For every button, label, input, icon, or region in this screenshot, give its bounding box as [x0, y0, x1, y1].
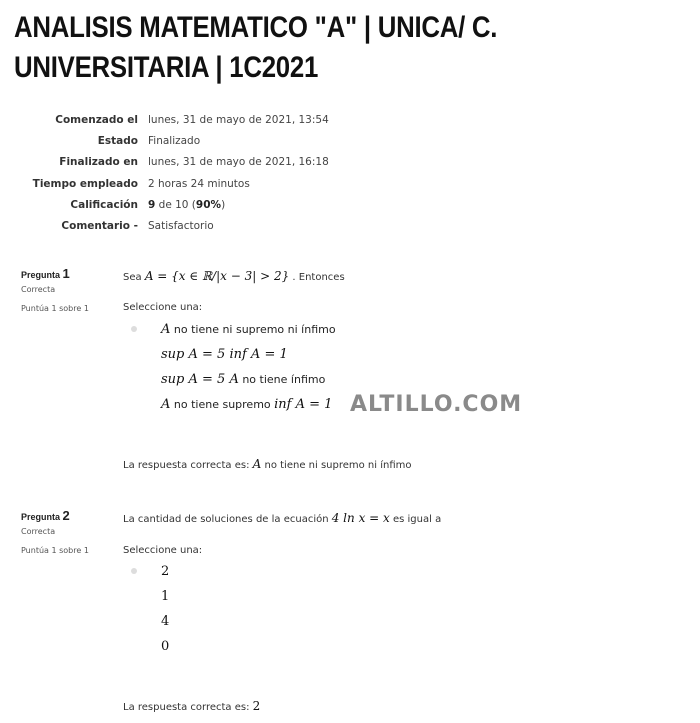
- question-2-text: [123, 511, 441, 525]
- radio-button[interactable]: [131, 568, 137, 574]
- option-math-2: A: [229, 372, 239, 387]
- question-number-value: 2: [62, 508, 70, 523]
- option-math: 0: [161, 639, 170, 654]
- summary-row-grade: [0, 194, 400, 215]
- summary-row-state: [0, 130, 400, 151]
- question-state: Correcta: [21, 285, 56, 294]
- question-math: 4 ln x = x: [331, 511, 390, 525]
- question-text: La cantidad de soluciones de la ecuación: [123, 514, 332, 525]
- option-math: 4: [161, 614, 170, 629]
- summary-value: [148, 194, 400, 215]
- grade-percent: 90%: [195, 198, 222, 211]
- option-math: 1: [161, 589, 170, 604]
- answer-math: A: [252, 457, 262, 471]
- grade-close: ): [221, 198, 226, 211]
- summary-value: 2 horas 24 minutos: [148, 177, 250, 190]
- answer-option[interactable]: [131, 559, 169, 584]
- question-text-end: es igual a: [389, 514, 442, 525]
- grade-out-of: de 10 (: [155, 198, 196, 211]
- option-text: no tiene ni supremo ni ínfimo: [170, 323, 336, 336]
- page-title: ANALISIS MATEMATICO "A" | UNICA/ C. UNIVERSITARIA | 1C2021: [14, 11, 498, 84]
- option-math: A: [161, 322, 171, 337]
- question-1-info: [21, 266, 89, 313]
- question-2-correct-answer: [123, 699, 260, 713]
- question-number: [21, 266, 89, 281]
- summary-row-finished: [0, 152, 400, 173]
- summary-label: Comentario -: [61, 220, 138, 233]
- question-1-text: [123, 269, 345, 283]
- attempt-summary: [0, 109, 400, 237]
- summary-label: Finalizado en: [59, 156, 138, 169]
- option-math-2: inf A = 1: [274, 397, 333, 412]
- summary-label: Estado: [97, 134, 138, 147]
- question-label: Pregunta: [21, 512, 61, 522]
- summary-label: Tiempo empleado: [32, 177, 138, 190]
- question-1-prompt: Seleccione una:: [123, 302, 203, 313]
- answer-option[interactable]: [131, 367, 336, 392]
- radio-button[interactable]: [131, 326, 137, 332]
- summary-value: Satisfactorio: [148, 220, 214, 233]
- option-text: no tiene supremo: [170, 398, 275, 411]
- answer-option[interactable]: [131, 634, 169, 659]
- summary-row-time: [0, 173, 400, 194]
- summary-value: Finalizado: [148, 134, 201, 147]
- question-label: Pregunta: [21, 270, 61, 280]
- option-math: sup A = 5 inf A = 1: [161, 347, 288, 362]
- grade-score: 9: [148, 198, 156, 211]
- question-1-options: [131, 317, 336, 417]
- answer-math: 2: [252, 699, 261, 713]
- option-text: no tiene ínfimo: [238, 373, 326, 386]
- summary-row-comment: [0, 215, 400, 236]
- question-text-end: . Entonces: [289, 272, 345, 283]
- question-state: Correcta: [21, 527, 56, 536]
- summary-row-started: [0, 109, 400, 130]
- answer-option[interactable]: [131, 584, 169, 609]
- question-grade: Puntúa 1 sobre 1: [21, 304, 89, 313]
- answer-option[interactable]: [131, 342, 336, 367]
- question-number: [21, 508, 89, 523]
- question-number-value: 1: [62, 266, 70, 281]
- answer-label: La respuesta correcta es:: [123, 702, 253, 713]
- question-2-prompt: Seleccione una:: [123, 545, 203, 556]
- question-grade: Puntúa 1 sobre 1: [21, 546, 89, 555]
- answer-option[interactable]: [131, 317, 336, 342]
- question-1-correct-answer: [123, 457, 412, 471]
- question-2-info: [21, 508, 89, 555]
- question-text: Sea: [123, 272, 145, 283]
- answer-option[interactable]: [131, 392, 336, 417]
- summary-value: lunes, 31 de mayo de 2021, 16:18: [148, 156, 329, 169]
- summary-value: lunes, 31 de mayo de 2021, 13:54: [148, 113, 329, 126]
- answer-text: no tiene ni supremo ni ínfimo: [261, 460, 412, 471]
- answer-label: La respuesta correcta es:: [123, 460, 253, 471]
- option-math: 2: [161, 564, 170, 579]
- summary-label: Calificación: [70, 198, 138, 211]
- question-math: A = {x ∈ ℝ/|x − 3| > 2}: [144, 269, 290, 283]
- option-math: sup A = 5: [161, 372, 230, 387]
- watermark: ALTILLO.COM: [350, 392, 523, 417]
- option-math: A: [161, 397, 171, 412]
- question-2-options: [131, 559, 169, 659]
- summary-label: Comenzado el: [55, 113, 138, 126]
- answer-option[interactable]: [131, 609, 169, 634]
